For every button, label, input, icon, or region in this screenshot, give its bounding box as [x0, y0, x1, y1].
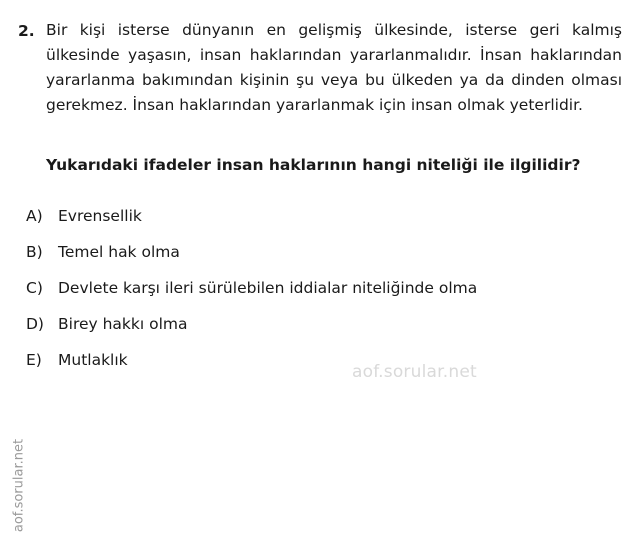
- option-d[interactable]: [20, 312, 622, 336]
- option-c[interactable]: [20, 276, 622, 300]
- question-passage: Bir kişi isterse dünyanın en gelişmiş ülkesinde, isterse geri kalmış ülkesinde yaşasın, insan haklarından yararlanmalıdır. İnsan haklarından yararlanma bakımından kişinin şu veya bu ülkeden ya da dinden olması gerekmez. İnsan haklarından yararlanmak için insan olmak yeterlidir.: [46, 21, 622, 115]
- question-prompt: Yukarıdaki ifadeler insan haklarının hangi niteliği ile ilgilidir?: [46, 156, 581, 175]
- option-letter: E): [26, 350, 42, 369]
- option-b[interactable]: [20, 240, 622, 264]
- option-letter: B): [26, 242, 43, 261]
- option-text: Birey hakkı olma: [58, 314, 188, 333]
- question-body: [46, 18, 622, 178]
- option-letter: D): [26, 314, 44, 333]
- option-letter: A): [26, 206, 43, 225]
- watermark-side: aof.sorular.net: [11, 438, 27, 533]
- option-text: Temel hak olma: [58, 242, 180, 261]
- watermark-center: aof.sorular.net: [352, 362, 477, 382]
- option-text: Devlete karşı ileri sürülebilen iddialar niteliğinde olma: [58, 278, 478, 297]
- options-list: [0, 204, 638, 372]
- option-text: Evrensellik: [58, 206, 142, 225]
- option-text: Mutlaklık: [58, 350, 128, 369]
- option-letter: C): [26, 278, 43, 297]
- option-e[interactable]: [20, 348, 622, 372]
- question-block: [0, 0, 638, 178]
- question-number: 2.: [18, 22, 35, 40]
- option-a[interactable]: [20, 204, 622, 228]
